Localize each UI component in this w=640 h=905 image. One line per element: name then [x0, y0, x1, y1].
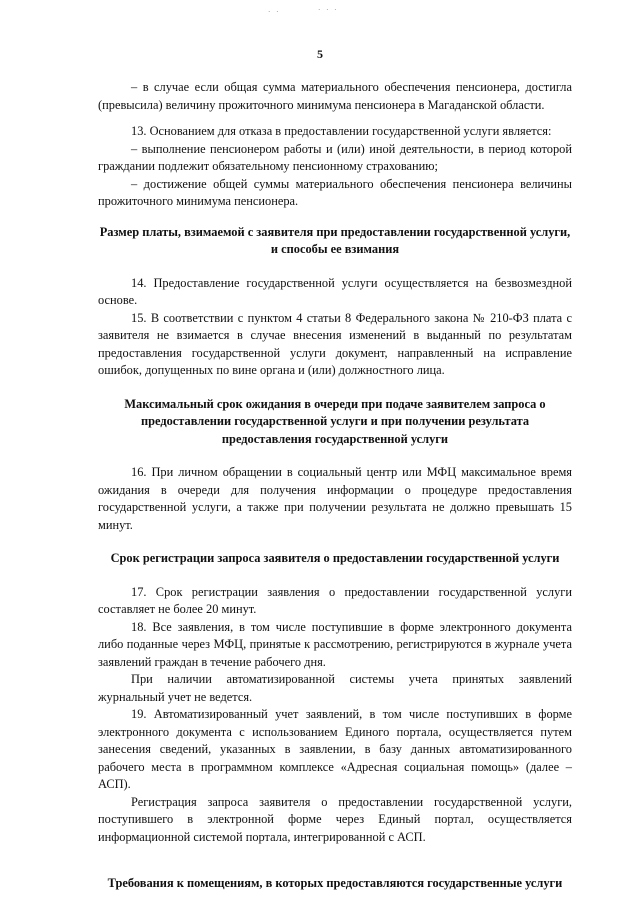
- document-body: [98, 79, 572, 893]
- spacer: [98, 211, 572, 224]
- paragraph: 17. Срок регистрации заявления о предоставлении государственной услуги составляет не более 20 минут.: [98, 584, 572, 616]
- paragraph: 15. В соответствии с пунктом 4 статьи 8 Федерального закона № 210-ФЗ плата с заявителя не взимается в случае внесения изменений в выданный по результатам предоставления государственной услуги документ, направленный на исправление ошибок, допущенных по вине органа и (или) должностного лица.: [98, 310, 572, 377]
- spacer: [98, 448, 572, 464]
- paragraph: – достижение общей суммы материального обеспечения пенсионера величины прожиточного минимума пенсионера.: [98, 176, 572, 208]
- paragraph: Регистрация запроса заявителя о предоставлении государственной услуги, поступившего в электронной форме через Единый портал, осуществляется информационной системой портала, интегрированной с АСП.: [98, 794, 572, 844]
- section-heading: Размер платы, взимаемой с заявителя при предоставлении государственной услуги, и способы ее взимания: [99, 224, 571, 256]
- section-heading: Максимальный срок ожидания в очереди при подаче заявителем запроса о предоставлении государственной услуги и при получении результата предоставления государственной услуги: [124, 396, 546, 446]
- paragraph: 19. Автоматизированный учет заявлений, в том числе поступивших в форме электронного документа с использованием Единого портала, осуществляется путем занесения сведений, указанных в заявлении, в базу данных автоматизированного рабочего места в программном комплексе «Адресная социальная помощь» (далее – АСП).: [98, 707, 572, 791]
- paragraph: 16. При личном обращении в социальный центр или МФЦ максимальное время ожидания в очереди для получения информации о процедуре предоставления государственной услуги, а также при получении результата не должно превышать 15 минут.: [98, 465, 572, 532]
- paragraph: – выполнение пенсионером работы и (или) иной деятельности, в период которой граждании подлежит обязательному пенсионному страхованию;: [98, 141, 572, 173]
- spacer: [98, 380, 572, 396]
- section-heading: Требования к помещениям, в которых предоставляются государственные услуги: [107, 876, 563, 890]
- spacer: [98, 534, 572, 550]
- scan-artifact: · ·: [268, 8, 281, 16]
- spacer: [98, 114, 572, 123]
- paragraph: При наличии автоматизированной системы учета принятых заявлений журнальный учет не ведется.: [98, 672, 572, 704]
- paragraph: 13. Основанием для отказа в предоставлении государственной услуги является:: [131, 124, 552, 138]
- paragraph: 18. Все заявления, в том числе поступившие в форме электронного документа либо поданные через МФЦ, принятые к рассмотрению, регистрируются в журнале учета заявлений граждан в течение рабочего дня.: [98, 619, 572, 669]
- scan-artifact: · · ·: [318, 6, 339, 14]
- paragraph: – в случае если общая сумма материального обеспечения пенсионера, достигла (превысила) величину прожиточного минимума пенсионера в Магаданской области.: [98, 80, 572, 112]
- spacer: [98, 846, 572, 875]
- section-heading: Срок регистрации запроса заявителя о предоставлении государственной услуги: [110, 551, 560, 565]
- paragraph: 14. Предоставление государственной услуги осуществляется на безвозмездной основе.: [98, 275, 572, 307]
- spacer: [98, 568, 572, 584]
- spacer: [98, 259, 572, 275]
- page-number: 5: [317, 47, 323, 61]
